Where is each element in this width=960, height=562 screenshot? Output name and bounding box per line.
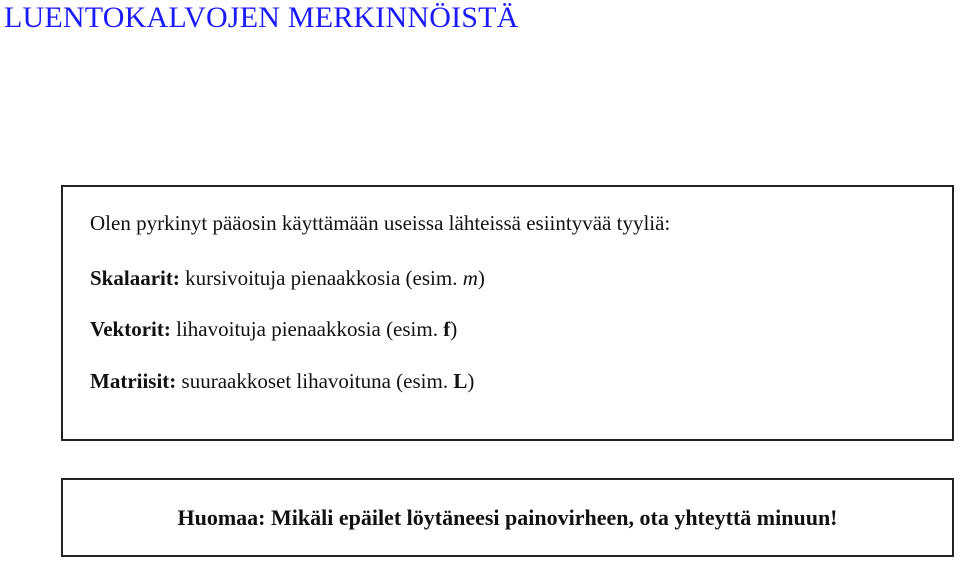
matrices-line (90, 369, 474, 393)
scalars-label: Skalaarit: (90, 266, 180, 290)
vectors-description: lihavoituja pienaakkosia (esim. (176, 317, 444, 341)
matrices-description: suuraakkoset lihavoituna (esim. (181, 369, 454, 393)
scalars-description: kursivoituja pienaakkosia (esim. (185, 266, 463, 290)
vectors-label: Vektorit: (90, 317, 171, 341)
page-title: LUENTOKALVOJEN MERKINNÖISTÄ (4, 1, 519, 34)
scalars-line (90, 266, 485, 290)
intro-text: Olen pyrkinyt pääosin käyttämään useissa lähteissä esiintyvää tyyliä: (90, 211, 671, 235)
note-text: Huomaa: Mikäli epäilet löytäneesi painovirheen, ota yhteyttä minuun! (177, 505, 838, 530)
scalars-close: ) (477, 266, 485, 290)
scalars-example: m (462, 266, 478, 290)
note-box (61, 478, 954, 557)
vectors-line (90, 317, 457, 341)
vectors-close: ) (450, 317, 458, 341)
matrices-label: Matriisit: (90, 369, 177, 393)
matrices-example: L (453, 369, 468, 393)
matrices-close: ) (467, 369, 475, 393)
vectors-example: f (443, 317, 451, 341)
notation-box (61, 185, 954, 441)
